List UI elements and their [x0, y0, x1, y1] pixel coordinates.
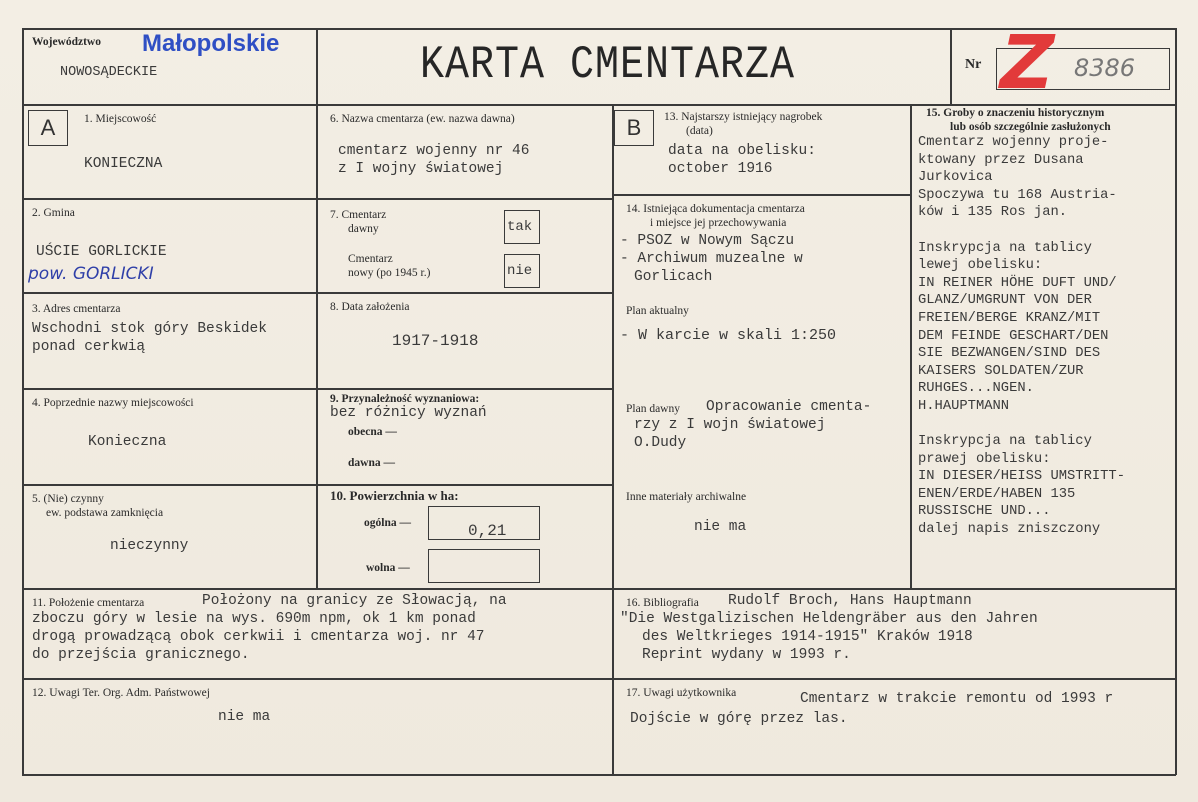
field-6-line1: cmentarz wojenny nr 46	[338, 143, 530, 159]
field-1-value: KONIECZNA	[84, 156, 163, 172]
card-title: KARTA CMENTARZA	[420, 40, 796, 92]
field-13-label: 13. Najstarszy istniejący nagrobek	[664, 111, 823, 123]
field-9-value: bez różnicy wyznań	[330, 405, 487, 421]
field-15-line: ków i 135 Ros jan.	[918, 205, 1068, 221]
field-7-dawny: dawny	[348, 223, 379, 235]
field-7-label: 7. Cmentarz	[330, 209, 387, 221]
field-15-line: lewej obelisku:	[918, 258, 1043, 274]
rule	[22, 28, 24, 775]
field-10-label: 10. Powierzchnia w ha:	[330, 488, 459, 503]
field-17-line1: Cmentarz w trakcie remontu od 1993 r	[800, 691, 1114, 707]
field-12-value: nie ma	[218, 709, 271, 725]
inne-materialy-label: Inne materiały archiwalne	[626, 491, 747, 503]
field-15-line: Inskrypcja na tablicy	[918, 434, 1092, 450]
field-13-line1: data na obelisku:	[668, 143, 816, 159]
plan-dawny-line3: O.Dudy	[634, 435, 687, 451]
field-15-line: GLANZ/UMGRUNT VON DER	[918, 293, 1092, 309]
field-16-line1: Rudolf Broch, Hans Hauptmann	[728, 593, 972, 609]
field-15-line: KAISERS SOLDATEN/ZUR	[918, 363, 1084, 379]
field-8-value: 1917-1918	[392, 332, 479, 350]
field-17-line2: Dojście w górę przez las.	[630, 711, 848, 727]
field-15-line: Cmentarz wojenny proje-	[918, 135, 1109, 150]
rule	[910, 104, 912, 588]
field-15-line: DEM FEINDE GESCHART/DEN	[918, 328, 1109, 344]
plan-dawny-line1: Opracowanie cmenta-	[706, 399, 872, 415]
wojewodztwo-stamp: Małopolskie	[142, 30, 280, 57]
field-2-value: UŚCIE GORLICKIE	[36, 244, 167, 260]
field-16-line4: Reprint wydany w 1993 r.	[642, 647, 851, 663]
section-b-box: B	[614, 110, 654, 146]
field-3-label: 3. Adres cmentarza	[32, 303, 121, 315]
field-15-line: FREIEN/BERGE KRANZ/MIT	[918, 310, 1101, 326]
nr-label: Nr	[965, 57, 982, 72]
field-15-line: IN REINER HÖHE DUFT UND/	[918, 275, 1117, 291]
field-9-dawna: dawna —	[348, 457, 395, 469]
field-11-line2: zboczu góry w lesie na wys. 690m npm, ok 1 km ponad	[32, 611, 476, 627]
field-16-line3: des Weltkrieges 1914-1915" Kraków 1918	[642, 629, 973, 645]
section-a-box: A	[28, 110, 68, 146]
field-16-label: 16. Bibliografia	[626, 597, 699, 609]
field-8-label: 8. Data założenia	[330, 301, 410, 313]
field-2-label: 2. Gmina	[32, 207, 75, 219]
field-15-line	[918, 416, 1174, 434]
field-16-line2: "Die Westgalizischen Heldengräber aus den Jahren	[620, 611, 1038, 627]
field-11-line1: Położony na granicy ze Słowacją, na	[202, 593, 507, 609]
nr-red-letter: Z	[990, 20, 1063, 106]
field-7-cmentarz2: Cmentarz	[348, 253, 393, 265]
field-17-label: 17. Uwagi użytkownika	[626, 687, 737, 699]
inne-materialy-value: nie ma	[694, 519, 747, 535]
plan-dawny-line2: rzy z I wojn światowej	[634, 417, 826, 433]
field-15-line: SIE BEZWANGEN/SIND DES	[918, 346, 1101, 362]
field-4-value: Konieczna	[88, 434, 167, 450]
field-15-line: Jurkovica	[918, 170, 993, 186]
field-3-line2: ponad cerkwią	[32, 339, 146, 355]
field-6-label: 6. Nazwa cmentarza (ew. nazwa dawna)	[330, 113, 515, 125]
field-9-obecna: obecna —	[348, 426, 397, 438]
field-15-text	[918, 134, 1174, 539]
rule	[950, 28, 952, 104]
rule	[22, 588, 1176, 590]
field-15-line	[918, 222, 1174, 240]
field-15-line: IN DIESER/HEISS UMSTRITT-	[918, 469, 1125, 485]
field-7-tak: tak	[507, 219, 533, 235]
field-15-sublabel: lub osób szczególnie zasłużonych	[950, 121, 1111, 133]
field-14-line3: Gorlicach	[634, 269, 713, 285]
field-10-ogolna-value: 0,21	[468, 522, 507, 540]
field-7-nie: nie	[507, 263, 533, 279]
field-15-line: Spoczywa tu 168 Austria-	[918, 187, 1117, 203]
field-15-line: Inskrypcja na tablicy	[918, 240, 1092, 256]
field-12-label: 12. Uwagi Ter. Org. Adm. Państwowej	[32, 687, 210, 699]
field-5-sublabel: ew. podstawa zamknięcia	[46, 507, 164, 519]
field-5-label: 5. (Nie) czynny	[32, 493, 104, 505]
field-1-label: 1. Miejscowość	[84, 113, 157, 125]
field-15-line: H.HAUPTMANN	[918, 398, 1010, 414]
field-15-line: prawej obelisku:	[918, 451, 1051, 467]
plan-aktualny-value: - W karcie w skali 1:250	[620, 327, 837, 344]
field-9-label: 9. Przynależność wyznaniowa:	[330, 393, 480, 405]
rule	[22, 774, 1176, 776]
nr-value: 8386	[1074, 54, 1136, 82]
field-11-line3: drogą prowadzącą obok cerkwii i cmentarza woj. nr 47	[32, 629, 485, 645]
field-3-line1: Wschodni stok góry Beskidek	[32, 321, 267, 337]
rule	[1175, 28, 1177, 775]
field-7-nowy: nowy (po 1945 r.)	[348, 267, 431, 279]
field-4-label: 4. Poprzednie nazwy miejscowości	[32, 397, 194, 409]
field-13-sublabel: (data)	[686, 125, 713, 137]
field-15-line: dalej napis zniszczony	[918, 522, 1101, 538]
field-14-line2: - Archiwum muzealne w	[620, 251, 803, 267]
rule	[612, 194, 910, 196]
rule	[22, 678, 1176, 680]
field-10-ogolna: ogólna —	[364, 517, 411, 529]
field-15-label: 15. Groby o znaczeniu historycznym	[926, 107, 1105, 119]
rule	[316, 28, 318, 588]
field-10-wolna-box	[428, 549, 540, 583]
field-13-line2: october 1916	[668, 161, 773, 177]
field-15-line: RUSSISCHE UND...	[918, 504, 1051, 520]
rule	[612, 104, 614, 775]
field-10-wolna: wolna —	[366, 562, 410, 574]
field-15-line: ENEN/ERDE/HABEN 135	[918, 486, 1076, 502]
wojewodztwo-value: NOWOSĄDECKIE	[60, 65, 158, 80]
wojewodztwo-label: Województwo	[32, 36, 101, 48]
plan-dawny-label: Plan dawny	[626, 403, 680, 415]
field-14-label: 14. Istniejąca dokumentacja cmentarza	[626, 203, 805, 215]
field-15-line: ktowany przez Dusana	[918, 152, 1084, 168]
field-14-line1: - PSOZ w Nowym Sączu	[620, 233, 795, 249]
field-14-sublabel: i miejsce jej przechowywania	[650, 217, 787, 229]
field-5-value: nieczynny	[110, 538, 189, 554]
field-2-handwritten: pow. GORLICKI	[28, 264, 154, 284]
field-11-label: 11. Położenie cmentarza	[32, 597, 145, 609]
field-6-line2: z I wojny światowej	[338, 161, 504, 177]
field-15-line: RUHGES...NGEN.	[918, 381, 1034, 397]
field-11-line4: do przejścia granicznego.	[32, 647, 250, 663]
plan-aktualny-label: Plan aktualny	[626, 305, 689, 317]
